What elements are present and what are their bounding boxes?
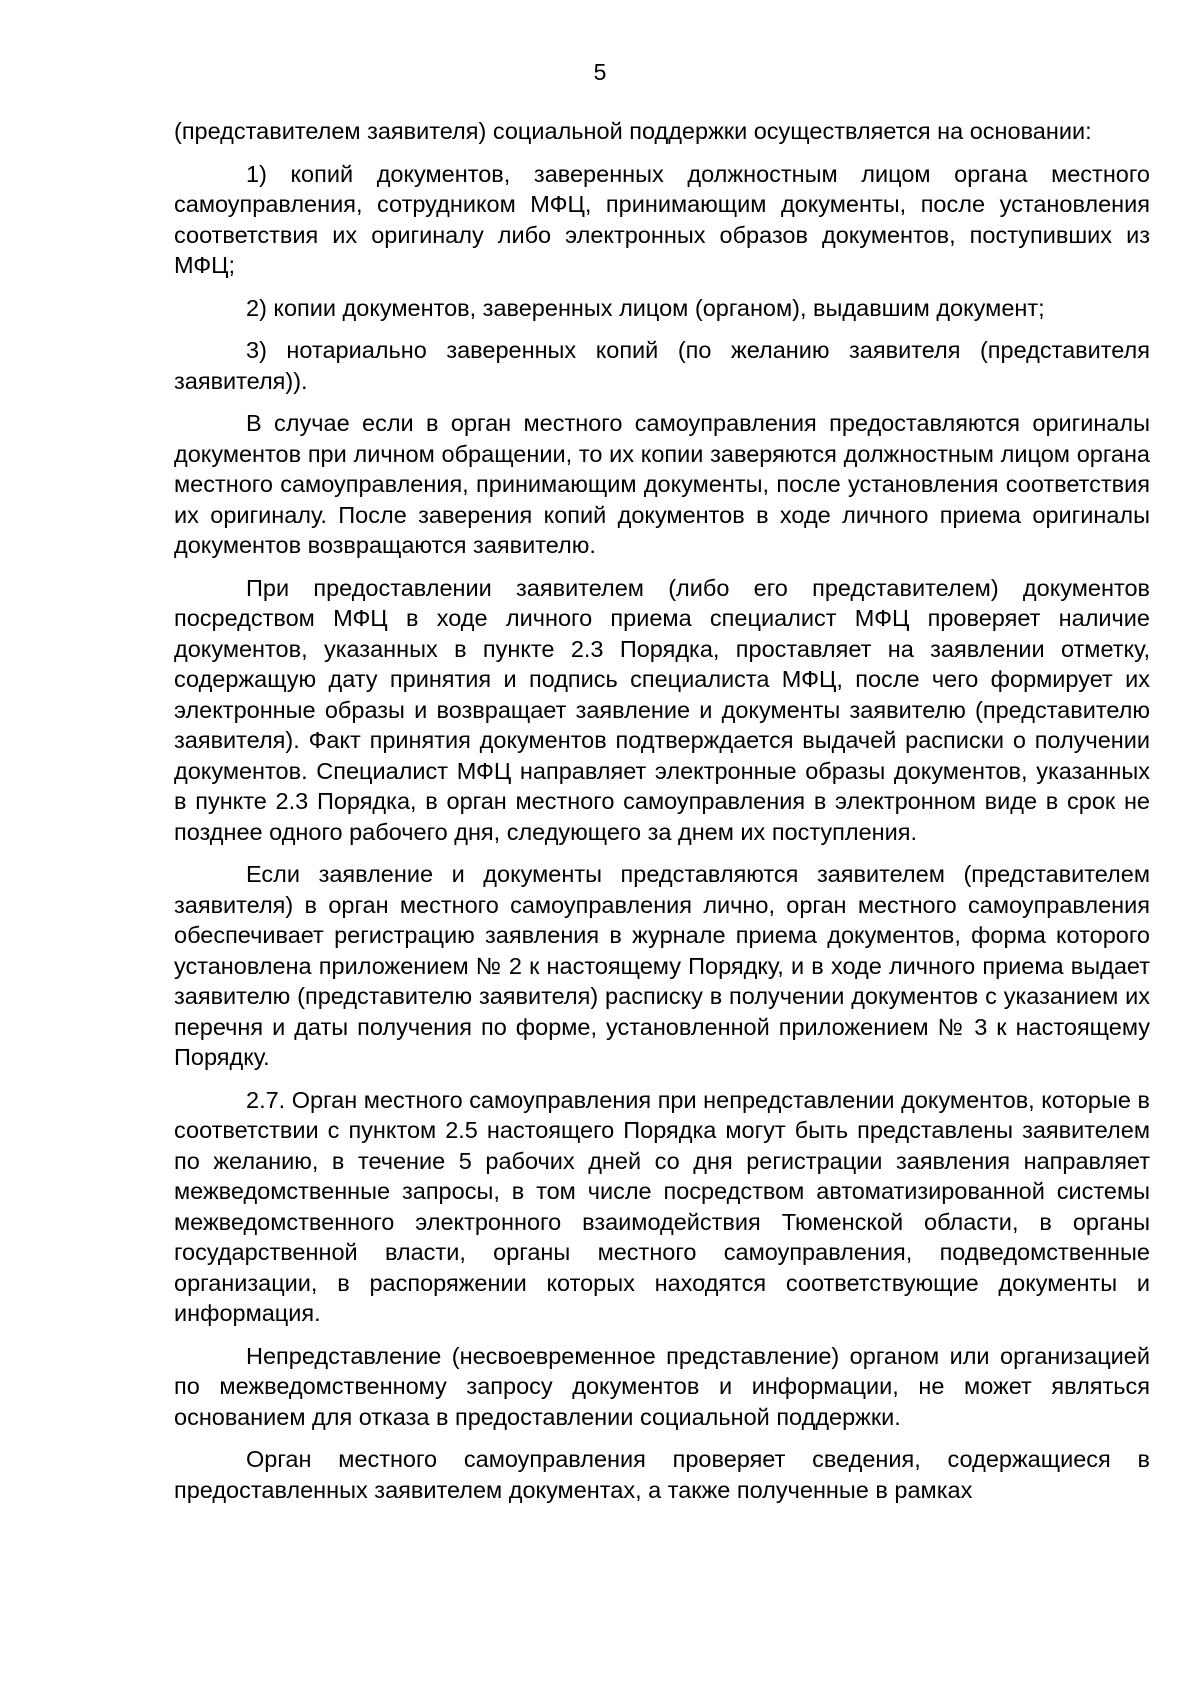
document-body — [174, 116, 1150, 1517]
paragraph-4: 3) нотариально заверенных копий (по желанию заявителя (представителя заявителя)). — [174, 337, 1150, 394]
page-number: 5 — [593, 59, 607, 85]
paragraph-8: 2.7. Орган местного самоуправления при непредставлении документов, которые в соответствии с пунктом 2.5 настоящего Порядка могут быть представлены заявителем по желанию, в течение 5 рабочих дней со дня регистрации заявления направляет межведомственные запросы, в том числе посредством автоматизированной системы межведомственного электронного взаимодействия Тюменской области, в органы государственной власти, органы местного самоуправления, подведомственные организации, в распоряжении которых находятся соответствующие документы и информация. — [174, 1086, 1150, 1326]
paragraph-10: Орган местного самоуправления проверяет сведения, содержащиеся в предоставленных заявителем документах, а также полученные в рамках — [174, 1446, 1150, 1503]
paragraph-2: 1) копий документов, заверенных должностным лицом органа местного самоуправления, сотрудником МФЦ, принимающим документы, после установления соответствия их оригиналу либо электронных образов документов, поступивших из МФЦ; — [174, 160, 1150, 278]
paragraph-6: При предоставлении заявителем (либо его представителем) документов посредством МФЦ в ходе личного приема специалист МФЦ проверяет наличие документов, указанных в пункте 2.3 Порядка, проставляет на заявлении отметку, содержащую дату принятия и подпись специалиста МФЦ, после чего формирует их электронные образы и возвращает заявление и документы заявителю (представителю заявителя). Факт принятия документов подтверждается выдачей расписки о получении документов. Специалист МФЦ направляет электронные образы документов, указанных в пункте 2.3 Порядка, в орган местного самоуправления в электронном виде в срок не позднее одного рабочего дня, следующего за днем их поступления. — [174, 574, 1150, 845]
paragraph-5: В случае если в орган местного самоуправления предоставляются оригиналы документов при личном обращении, то их копии заверяются должностным лицом органа местного самоуправления, принимающим документы, после установления соответствия их оригиналу. После заверения копий документов в ходе личного приема оригиналы документов возвращаются заявителю. — [174, 410, 1150, 558]
paragraph-1: (представителем заявителя) социальной поддержки осуществляется на основании: — [174, 118, 1092, 144]
paragraph-3: 2) копии документов, заверенных лицом (органом), выдавшим документ; — [246, 294, 1045, 321]
paragraph-7: Если заявление и документы представляются заявителем (представителем заявителя) в орган местного самоуправления лично, орган местного самоуправления обеспечивает регистрацию заявления в журнале приема документов, форма которого установлена приложением № 2 к настоящему Порядку, и в ходе личного приема выдает заявителю (представителю заявителя) расписку в получении документов с указанием их перечня и даты получения по форме, установленной приложением № 3 к настоящему Порядку. — [174, 861, 1150, 1070]
paragraph-9: Непредставление (несвоевременное представление) органом или организацией по межведомственному запросу документов и информации, не может являться основанием для отказа в предоставлении социальной поддержки. — [174, 1342, 1150, 1430]
